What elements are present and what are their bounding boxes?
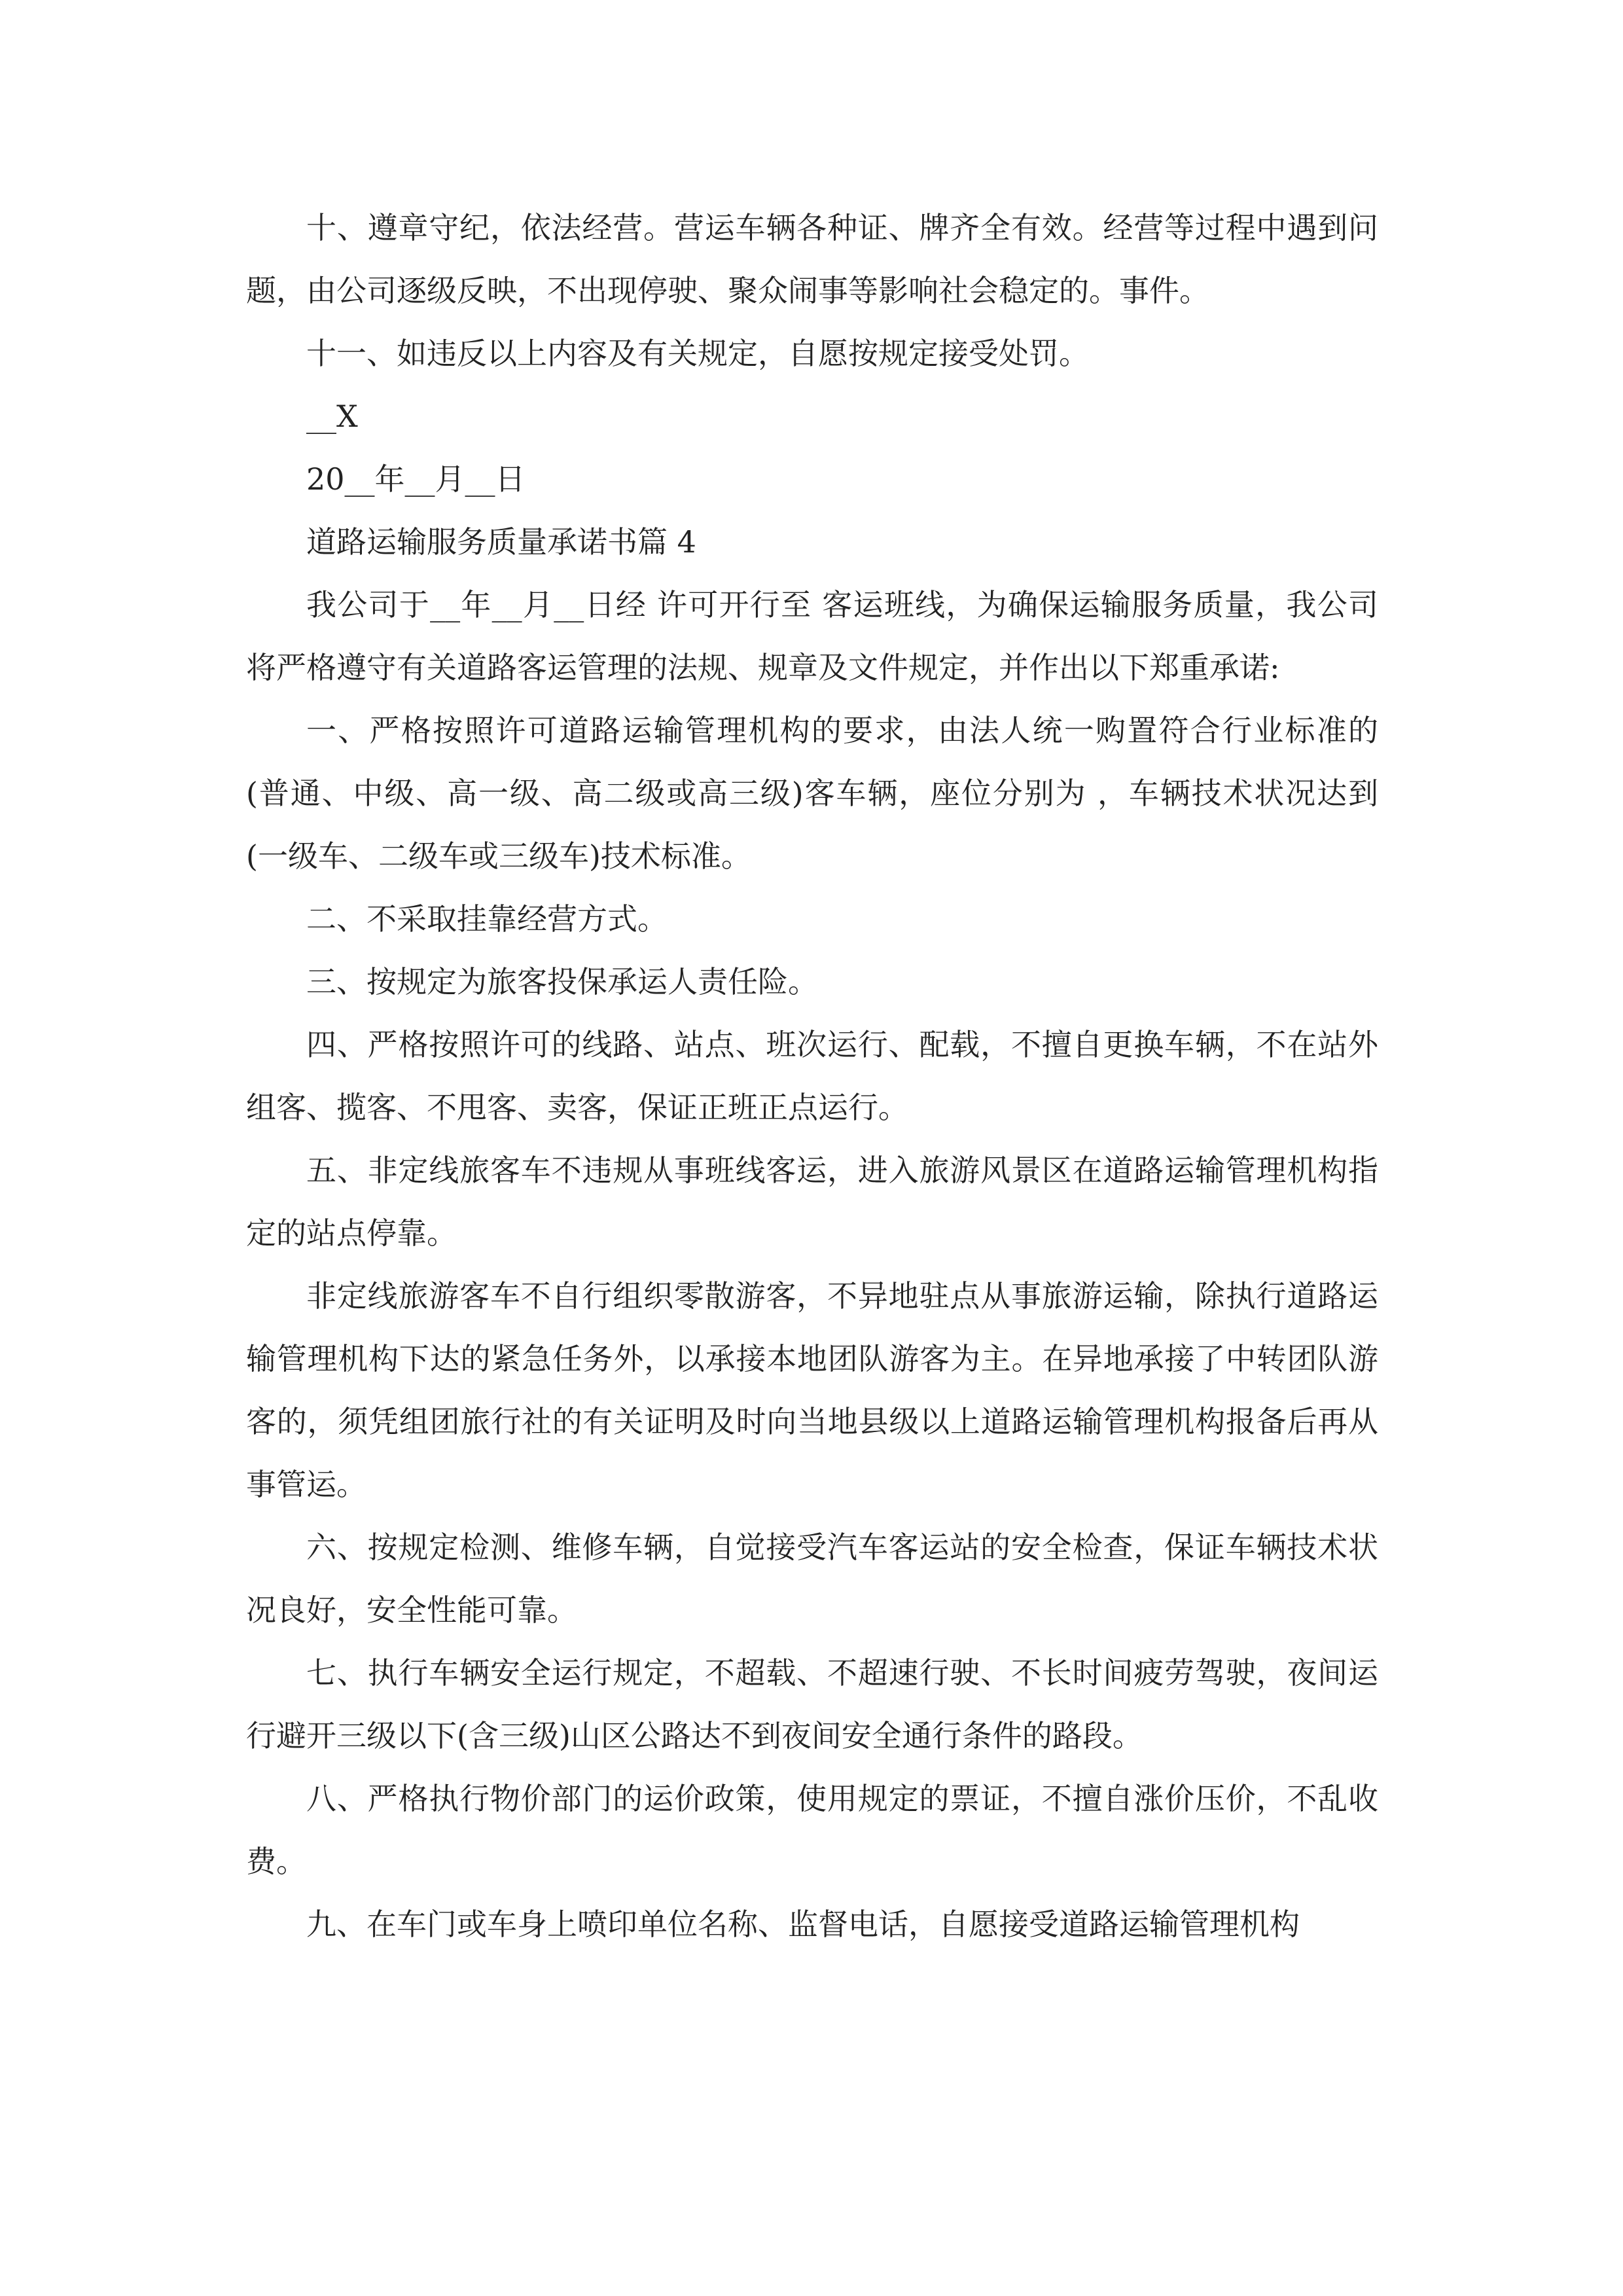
paragraph-article-3: 三、按规定为旅客投保承运人责任险。	[306, 964, 818, 999]
signature-line: __X	[306, 399, 358, 434]
paragraph-article-5: 五、非定线旅客车不违规从事班线客运，进入旅游风景区在道路运输管理机构指定的站点停靠。	[246, 1153, 1378, 1251]
paragraph-article-4: 四、严格按照许可的线路、站点、班次运行、配载，不擅自更换车辆，不在站外组客、揽客、不甩客、卖客，保证正班正点运行。	[246, 1027, 1378, 1125]
paragraph-article-7: 七、执行车辆安全运行规定，不超载、不超速行驶、不长时间疲劳驾驶，夜间运行避开三级以下(含三级)山区公路达不到夜间安全通行条件的路段。	[246, 1655, 1378, 1753]
paragraph-article-9: 九、在车门或车身上喷印单位名称、监督电话，自愿接受道路运输管理机构	[306, 1907, 1300, 1942]
paragraph-article-11: 十一、如违反以上内容及有关规定，自愿按规定接受处罚。	[306, 336, 1089, 371]
paragraph-article-10: 十、遵章守纪，依法经营。营运车辆各种证、牌齐全有效。经营等过程中遇到问题，由公司逐级反映，不出现停驶、聚众闹事等影响社会稳定的。事件。	[246, 210, 1378, 308]
paragraph-intro: 我公司于__年__月__日经 许可开行至 客运班线，为确保运输服务质量，我公司将严格遵守有关道路客运管理的法规、规章及文件规定，并作出以下郑重承诺:	[246, 587, 1378, 685]
document-body	[246, 196, 1378, 1956]
paragraph-article-2: 二、不采取挂靠经营方式。	[306, 901, 668, 937]
paragraph-article-8: 八、严格执行物价部门的运价政策，使用规定的票证，不擅自涨价压价，不乱收费。	[246, 1781, 1378, 1879]
date-line: 20__年__月__日	[306, 461, 526, 497]
section-title: 道路运输服务质量承诺书篇 4	[306, 524, 696, 560]
paragraph-article-5-detail: 非定线旅游客车不自行组织零散游客，不异地驻点从事旅游运输，除执行道路运输管理机构下达的紧急任务外，以承接本地团队游客为主。在异地承接了中转团队游客的，须凭组团旅行社的有关证明及时向当地县级以上道路运输管理机构报备后再从事管运。	[246, 1278, 1378, 1502]
paragraph-article-1: 一、严格按照许可道路运输管理机构的要求，由法人统一购置符合行业标准的 (普通、中级、高一级、高二级或高三级)客车辆，座位分别为 ，车辆技术状况达到 (一级车、二级车或三级车)技术标准。	[246, 713, 1378, 874]
paragraph-article-6: 六、按规定检测、维修车辆，自觉接受汽车客运站的安全检查，保证车辆技术状况良好，安全性能可靠。	[246, 1530, 1378, 1628]
